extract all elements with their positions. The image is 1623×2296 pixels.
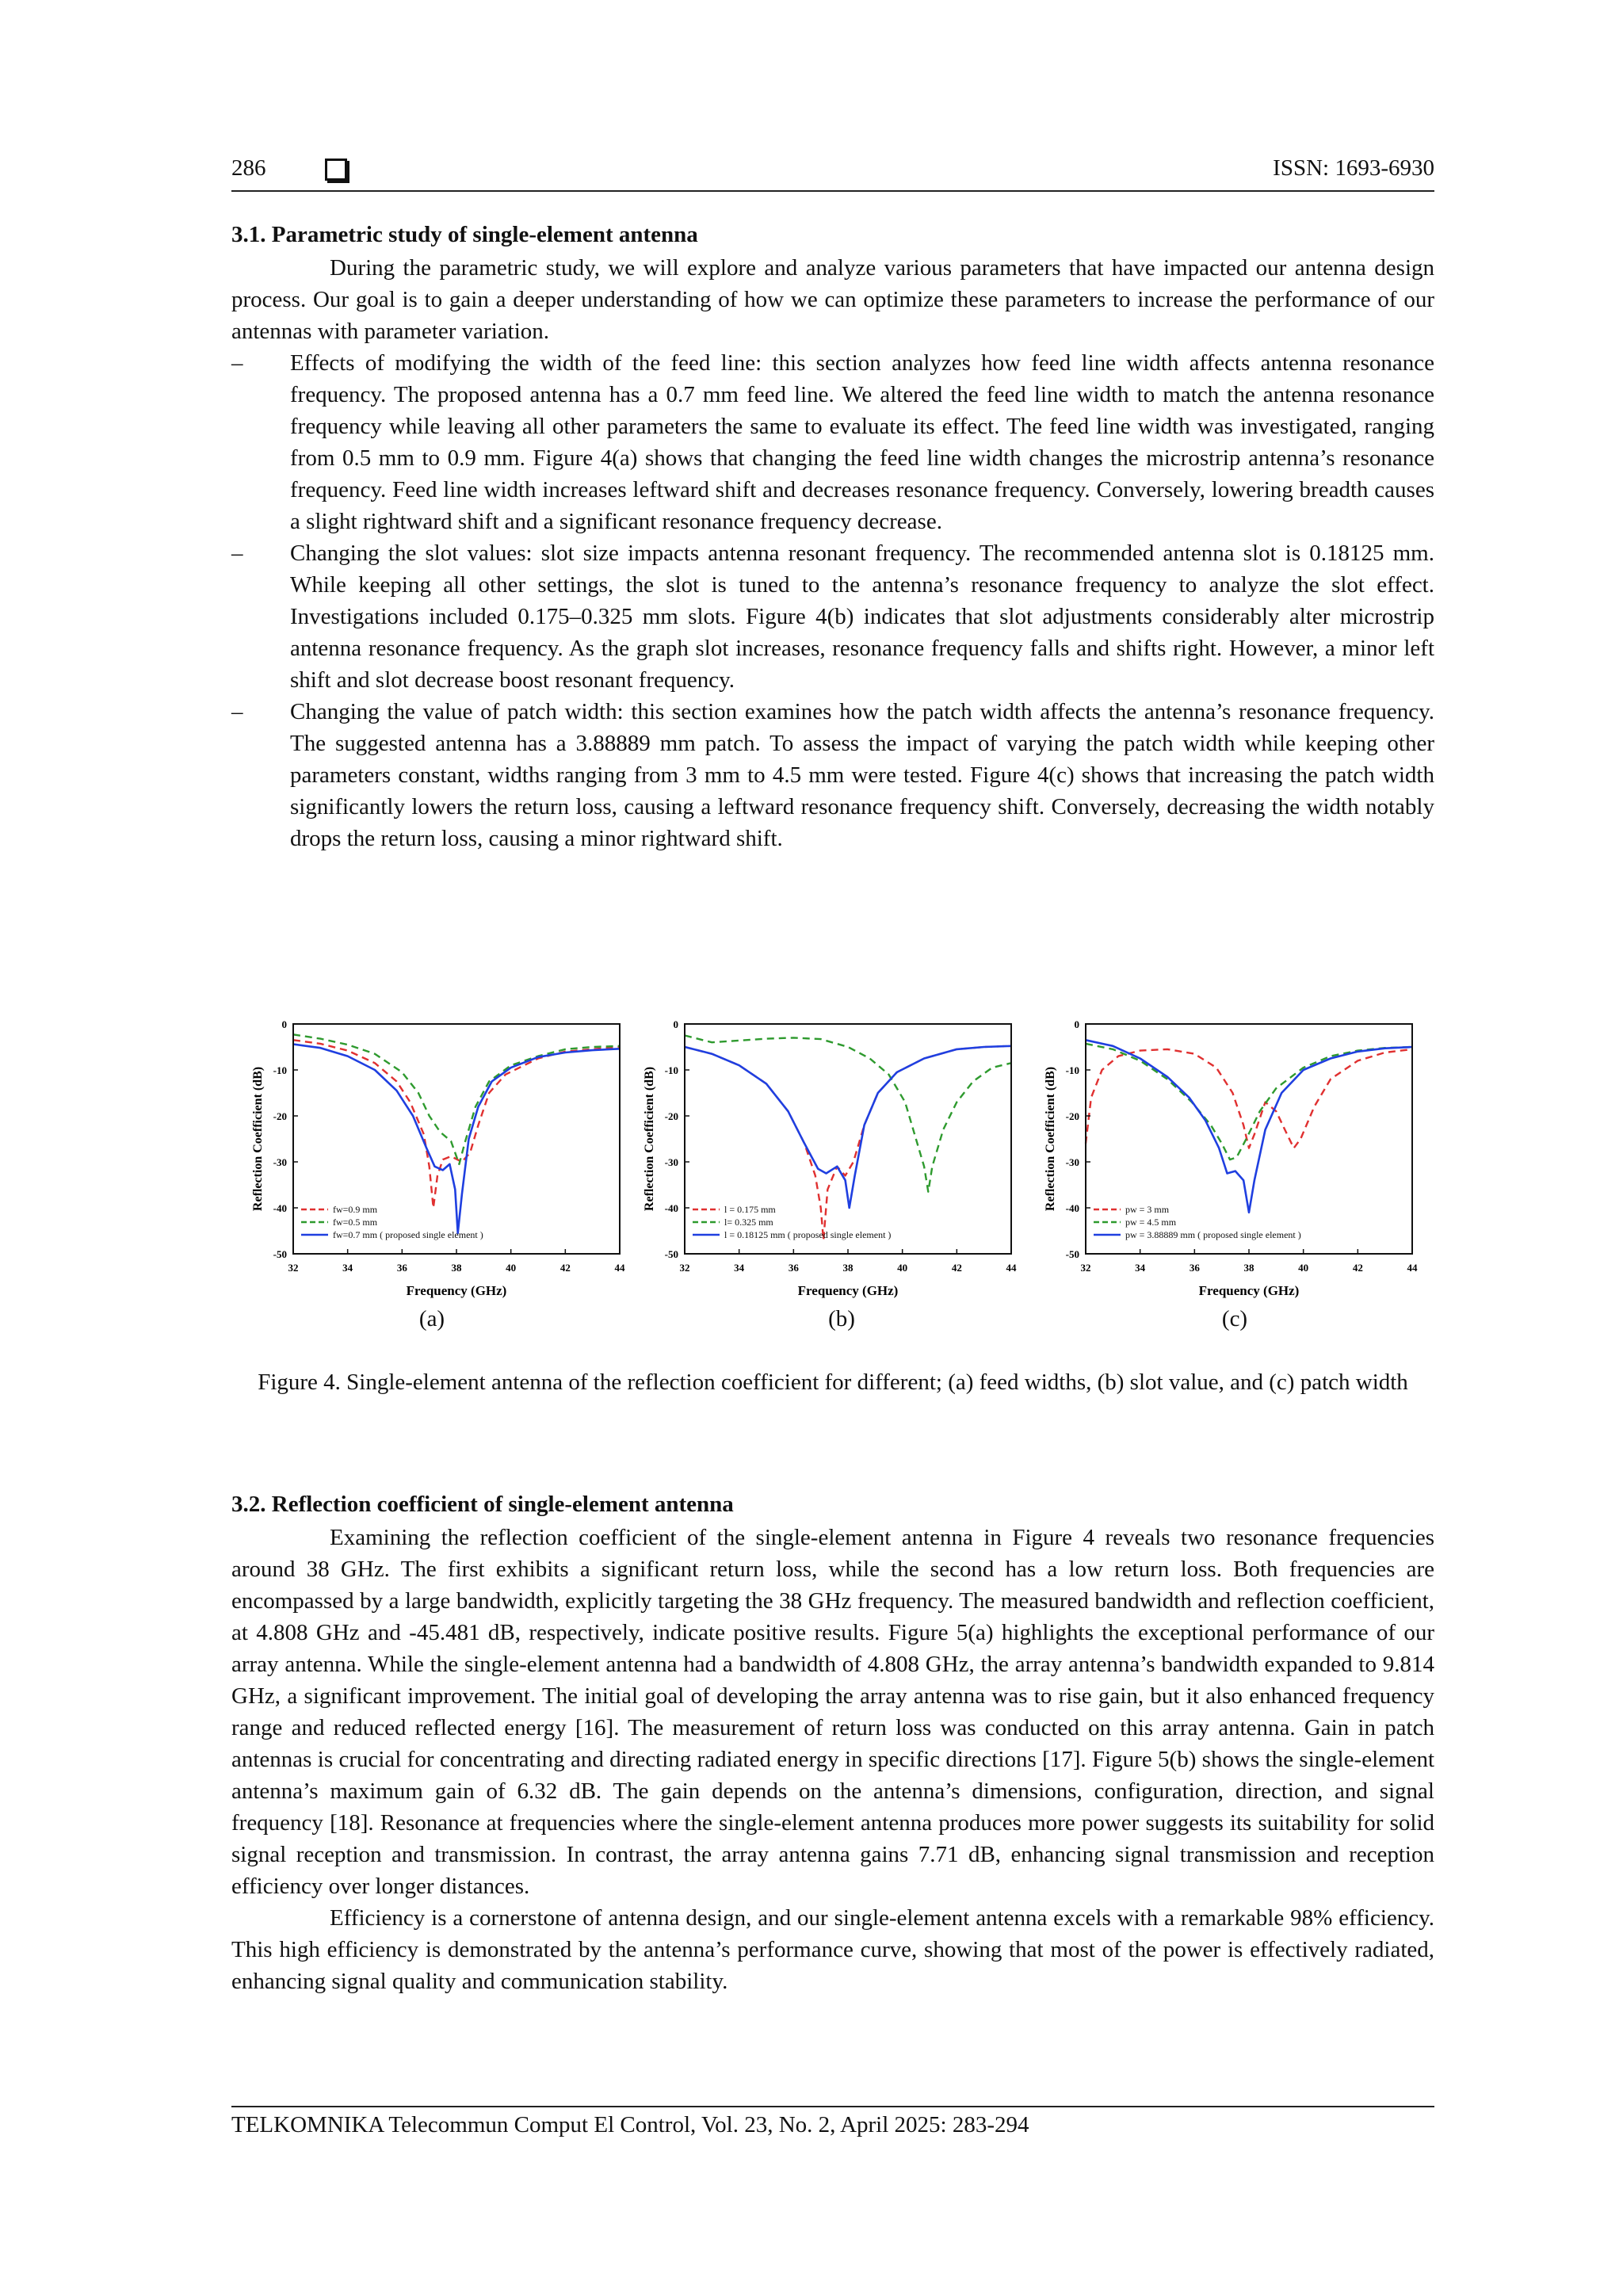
legend-label-3: l = 0.18125 mm ( proposed single element ): [724, 1229, 892, 1240]
x-tick-label: 38: [451, 1262, 462, 1274]
bullet-dash: –: [231, 541, 243, 566]
y-tick-label: -40: [273, 1202, 287, 1214]
x-tick-label: 44: [614, 1262, 625, 1274]
y-tick-label: -30: [1065, 1156, 1079, 1168]
figure-caption: Figure 4. Single-element antenna of the reflection coefficient for different; (a) feed widths, (b) slot value, and (c) patch width: [258, 1370, 1408, 1395]
x-tick-label: 32: [288, 1262, 299, 1274]
bullet-dash: –: [231, 699, 243, 724]
legend-label-2: l= 0.325 mm: [724, 1217, 773, 1228]
x-tick-label: 40: [506, 1262, 517, 1274]
x-tick-label: 34: [734, 1262, 745, 1274]
y-tick-label: -20: [1065, 1110, 1079, 1122]
sublabel-b: (b): [828, 1306, 855, 1331]
y-tick-label: -20: [273, 1110, 287, 1122]
page-number: 286: [231, 155, 266, 181]
chart-a: [236, 1005, 632, 1306]
section-title-3-1: 3.1. Parametric study of single-element antenna: [231, 222, 698, 247]
x-tick-label: 44: [1006, 1262, 1017, 1274]
chart-a-svg: [236, 1005, 632, 1306]
x-tick-label: 42: [559, 1262, 571, 1274]
y-tick-label: -40: [1065, 1202, 1079, 1214]
x-tick-label: 40: [1298, 1262, 1309, 1274]
bullet-text: Changing the slot values: slot size impacts antenna resonant frequency. The recommended antenna slot is 0.18125 mm. While keeping all other settings, the slot is tuned to the antenna’s resonance frequency to analyze the slot effect. Investigations included 0.175–0.325 mm slots. Figure 4(b) indicates that slot adjustments considerably alter microstrip antenna resonance frequency. As the graph slot increases, resonance frequency falls and shifts right. However, a minor left shift and slot decrease boost resonant frequency.: [290, 541, 1434, 693]
series-line-2: [685, 1036, 1011, 1192]
paragraph-efficiency: Efficiency is a cornerstone of antenna design, and our single-element antenna excels with a remarkable 98% efficiency. This high efficiency is demonstrated by the antenna’s performance curve, showing that most of the power is effectively radiated, enhancing signal quality and communication stability.: [231, 1905, 1434, 1994]
legend-label-2: pw = 4.5 mm: [1125, 1217, 1177, 1228]
y-axis-label: Reflection Coefficient (dB): [643, 1066, 656, 1212]
page-footer: TELKOMNIKA Telecommun Comput El Control, Vol. 23, No. 2, April 2025: 283-294: [231, 2106, 1434, 2138]
section-3-2-body: [231, 1522, 1434, 1997]
chart-b: [628, 1005, 1024, 1306]
y-tick-label: -10: [664, 1064, 678, 1076]
y-tick-label: -50: [273, 1248, 287, 1260]
y-tick-label: 0: [281, 1018, 287, 1030]
bullet-list: [231, 347, 1434, 854]
sublabel-a: (a): [418, 1306, 445, 1331]
bullet-item-slot: [231, 537, 1434, 696]
x-tick-label: 32: [1080, 1262, 1091, 1274]
legend-label-1: fw=0.9 mm: [333, 1204, 378, 1215]
chart-b-svg: [628, 1005, 1024, 1306]
y-tick-label: -20: [664, 1110, 678, 1122]
x-tick-label: 32: [679, 1262, 690, 1274]
paragraph-reflection: Examining the reflection coefficient of the single-element antenna in Figure 4 reveals two resonance frequencies around 38 GHz. The first exhibits a significant return loss, while the second has a low return loss. Both frequencies are encompassed by a large bandwidth, explicitly targeting the 38 GHz frequency. The measured bandwidth and reflection coefficient, at 4.808 GHz and -45.481 dB, respectively, indicate positive results. Figure 5(a) highlights the exceptional performance of our array antenna. While the single-element antenna had a bandwidth of 4.808 GHz, the array antenna’s bandwidth expanded to 9.814 GHz, a significant improvement. The initial goal of developing the array antenna was to rise gain, but it also enhanced frequency range and reduced reflected energy [16]. The measurement of return loss was conducted on this array antenna. Gain in patch antennas is crucial for concentrating and directing radiated energy in specific directions [17]. Figure 5(b) shows the single-element antenna’s maximum gain of 6.32 dB. The gain depends on the antenna’s dimensions, configuration, direction, and signal frequency [18]. Resonance at frequencies where the single-element antenna produces more power suggests its suitability for solid signal reception and transmission. In contrast, the array antenna gains 7.71 dB, enhancing signal transmission and reception efficiency over longer distances.: [231, 1525, 1434, 1899]
x-tick-label: 38: [1243, 1262, 1254, 1274]
legend-label-1: l = 0.175 mm: [724, 1204, 776, 1215]
bullet-dash: –: [231, 350, 243, 376]
page-header: [231, 155, 1434, 192]
section-3-1-intro: [231, 252, 1434, 347]
y-tick-label: -10: [1065, 1064, 1079, 1076]
section-title-3-2: 3.2. Reflection coefficient of single-element antenna: [231, 1492, 734, 1517]
y-tick-label: -50: [1065, 1248, 1079, 1260]
x-tick-label: 36: [396, 1262, 407, 1274]
y-axis-label: Reflection Coefficient (dB): [251, 1066, 265, 1212]
y-axis-label: Reflection Coefficient (dB): [1044, 1066, 1057, 1212]
y-tick-label: -30: [664, 1156, 678, 1168]
x-axis-label: Frequency (GHz): [1198, 1283, 1300, 1298]
checkbox-square-icon: [325, 159, 347, 181]
bullet-item-patch-width: [231, 696, 1434, 854]
x-tick-label: 36: [1189, 1262, 1200, 1274]
x-tick-label: 44: [1407, 1262, 1418, 1274]
x-tick-label: 38: [842, 1262, 854, 1274]
chart-c: [1029, 1005, 1425, 1306]
issn: ISSN: 1693-6930: [1273, 155, 1434, 181]
y-tick-label: 0: [673, 1018, 678, 1030]
y-tick-label: -30: [273, 1156, 287, 1168]
y-tick-label: 0: [1074, 1018, 1079, 1030]
legend-label-1: pw = 3 mm: [1125, 1204, 1170, 1215]
y-tick-label: -40: [664, 1202, 678, 1214]
y-tick-label: -50: [664, 1248, 678, 1260]
series-line-3: [685, 1046, 1011, 1208]
legend-label-3: pw = 3.88889 mm ( proposed single element ): [1125, 1229, 1301, 1240]
sublabel-c: (c): [1221, 1306, 1248, 1331]
x-axis-label: Frequency (GHz): [406, 1283, 507, 1298]
x-tick-label: 42: [1352, 1262, 1363, 1274]
x-tick-label: 34: [1135, 1262, 1146, 1274]
series-line-1: [293, 1040, 620, 1208]
series-line-3: [1086, 1040, 1412, 1213]
x-tick-label: 36: [788, 1262, 799, 1274]
chart-c-svg: [1029, 1005, 1425, 1306]
intro-paragraph: During the parametric study, we will explore and analyze various parameters that have impacted our antenna design process. Our goal is to gain a deeper understanding of how we can optimize these parameters to increase the performance of our antennas with parameter variation.: [231, 255, 1434, 344]
x-tick-label: 40: [897, 1262, 908, 1274]
y-tick-label: -10: [273, 1064, 287, 1076]
x-axis-label: Frequency (GHz): [797, 1283, 899, 1298]
legend-label-3: fw=0.7 mm ( proposed single element ): [333, 1229, 483, 1240]
bullet-text: Changing the value of patch width: this section examines how the patch width affects the antenna’s resonance frequency. The suggested antenna has a 3.88889 mm patch. To assess the impact of varying the patch width while keeping other parameters constant, widths ranging from 3 mm to 4.5 mm were tested. Figure 4(c) shows that increasing the patch width significantly lowers the return loss, causing a leftward resonance frequency shift. Conversely, decreasing the width notably drops the return loss, causing a minor rightward shift.: [290, 699, 1434, 851]
series-line-2: [1086, 1044, 1412, 1159]
x-tick-label: 34: [342, 1262, 353, 1274]
bullet-text: Effects of modifying the width of the feed line: this section analyzes how feed line width affects antenna resonance frequency. The proposed antenna has a 0.7 mm feed line. We altered the feed line width to match the antenna resonance frequency while leaving all other parameters the same to evaluate its effect. The feed line width was investigated, ranging from 0.5 mm to 0.9 mm. Figure 4(a) shows that changing the feed line width changes the microstrip antenna’s resonance frequency. Feed line width increases leftward shift and decreases resonance frequency. Conversely, lowering breadth causes a slight rightward shift and a significant resonance frequency decrease.: [290, 350, 1434, 534]
x-tick-label: 42: [951, 1262, 962, 1274]
bullet-item-feed-line: [231, 347, 1434, 537]
legend-label-2: fw=0.5 mm: [333, 1217, 378, 1228]
